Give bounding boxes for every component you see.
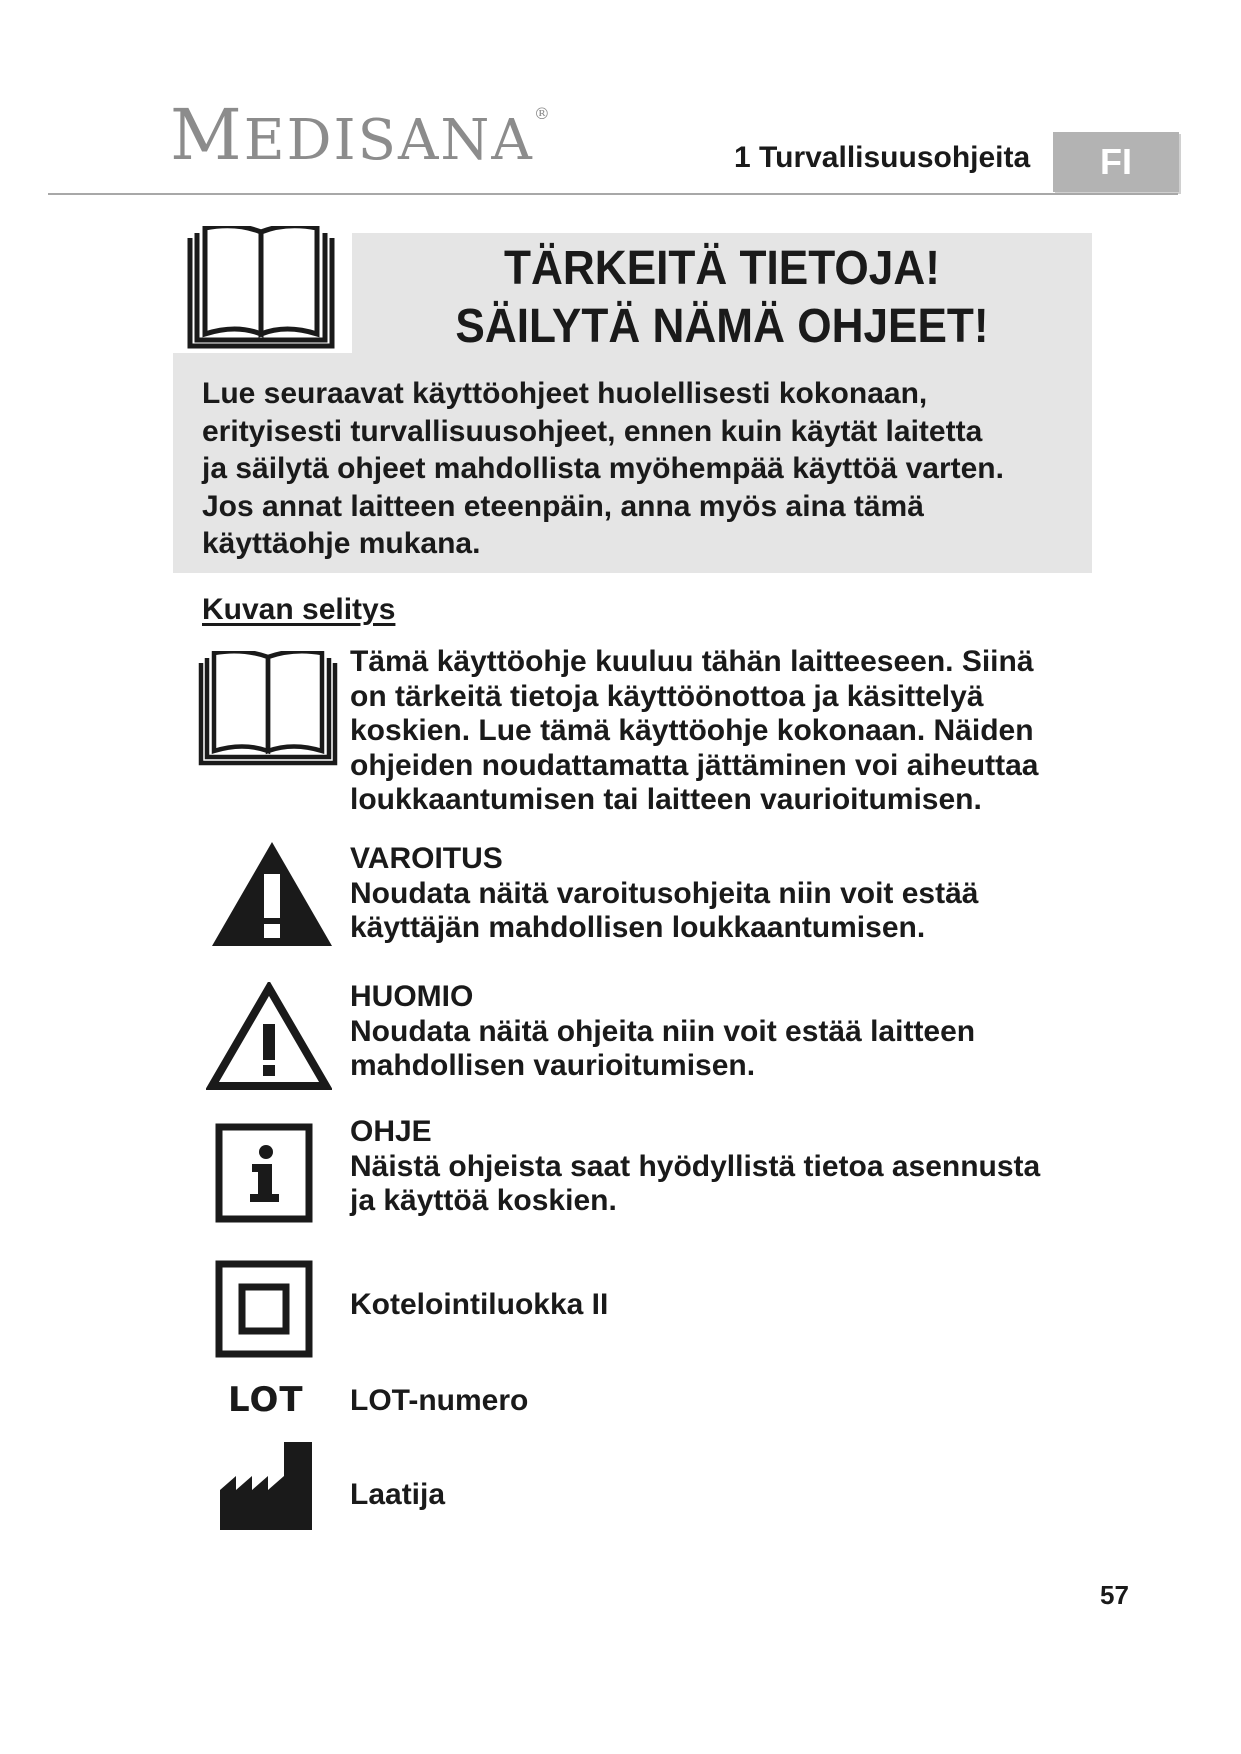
manual-line: koskien. Lue tämä käyttöohje kokonaan. Näiden [350, 714, 1034, 747]
manual-line: ohjeiden noudattamatta jättäminen voi aiheuttaa [350, 748, 1039, 782]
important-body [202, 375, 1102, 563]
important-body-line: käyttäohje mukana. [202, 527, 481, 560]
important-body-line: erityisesti turvallisuusohjeet, ennen kuin käytät laitetta [202, 414, 983, 448]
warning-description [350, 842, 1130, 946]
info-icon [215, 1123, 313, 1223]
caution-title: HUOMIO [350, 980, 474, 1013]
section-title: 1 Turvallisuusohjeita [734, 141, 1031, 174]
language-tab: FI [1053, 132, 1179, 192]
manual-description [350, 645, 1130, 818]
caution-line: mahdollisen vaurioitumisen. [350, 1049, 756, 1082]
manual-line: Tämä käyttöohje kuuluu tähän laitteeseen. Siinä [350, 645, 1034, 678]
important-body-line: ja säilytä ohjeet mahdollista myöhempää käyttöä varten. [202, 452, 1004, 485]
warning-title: VAROITUS [350, 842, 503, 875]
warning-filled-icon [210, 840, 334, 948]
header-divider [48, 193, 1178, 195]
important-title [382, 240, 1063, 356]
important-body-line: Lue seuraavat käyttöohjeet huolellisesti kokonaan, [202, 377, 928, 410]
manufacturer-icon [218, 1440, 314, 1532]
important-title-line-1: TÄRKEITÄ TIETOJA! [504, 242, 940, 295]
brand-logo: MEDISANA® [170, 94, 552, 176]
warning-line: Noudata näitä varoitusohjeita niin voit estää [350, 876, 979, 910]
lot-label: LOT-numero [350, 1384, 529, 1417]
note-line: ja käyttöä koskien. [350, 1184, 617, 1217]
protection-class-label: Kotelointiluokka II [350, 1288, 609, 1321]
book-icon [186, 226, 336, 354]
manual-line: loukkaantumisen tai laitteen vaurioitumisen. [350, 783, 982, 816]
book-icon [197, 651, 339, 769]
note-description [350, 1115, 1130, 1219]
note-line: Näistä ohjeista saat hyödyllistä tietoa asennusta [350, 1149, 1041, 1183]
caution-description [350, 980, 1130, 1084]
page-number: 57 [1100, 1580, 1129, 1610]
lot-icon: LOT [228, 1380, 304, 1420]
legend-heading: Kuvan selitys [202, 593, 396, 626]
manufacturer-label: Laatija [350, 1478, 446, 1511]
important-body-line: Jos annat laitteen eteenpäin, anna myös aina tämä [202, 489, 924, 523]
important-title-line-2: SÄILYTÄ NÄMÄ OHJEET! [455, 300, 989, 353]
warning-outline-icon [206, 982, 332, 1092]
caution-line: Noudata näitä ohjeita niin voit estää laitteen [350, 1014, 976, 1048]
note-title: OHJE [350, 1115, 432, 1148]
warning-line: käyttäjän mahdollisen loukkaantumisen. [350, 911, 926, 944]
manual-line: on tärkeitä tietoja käyttöönottoa ja käsittelyä [350, 679, 984, 713]
protection-class-ii-icon [215, 1260, 313, 1358]
